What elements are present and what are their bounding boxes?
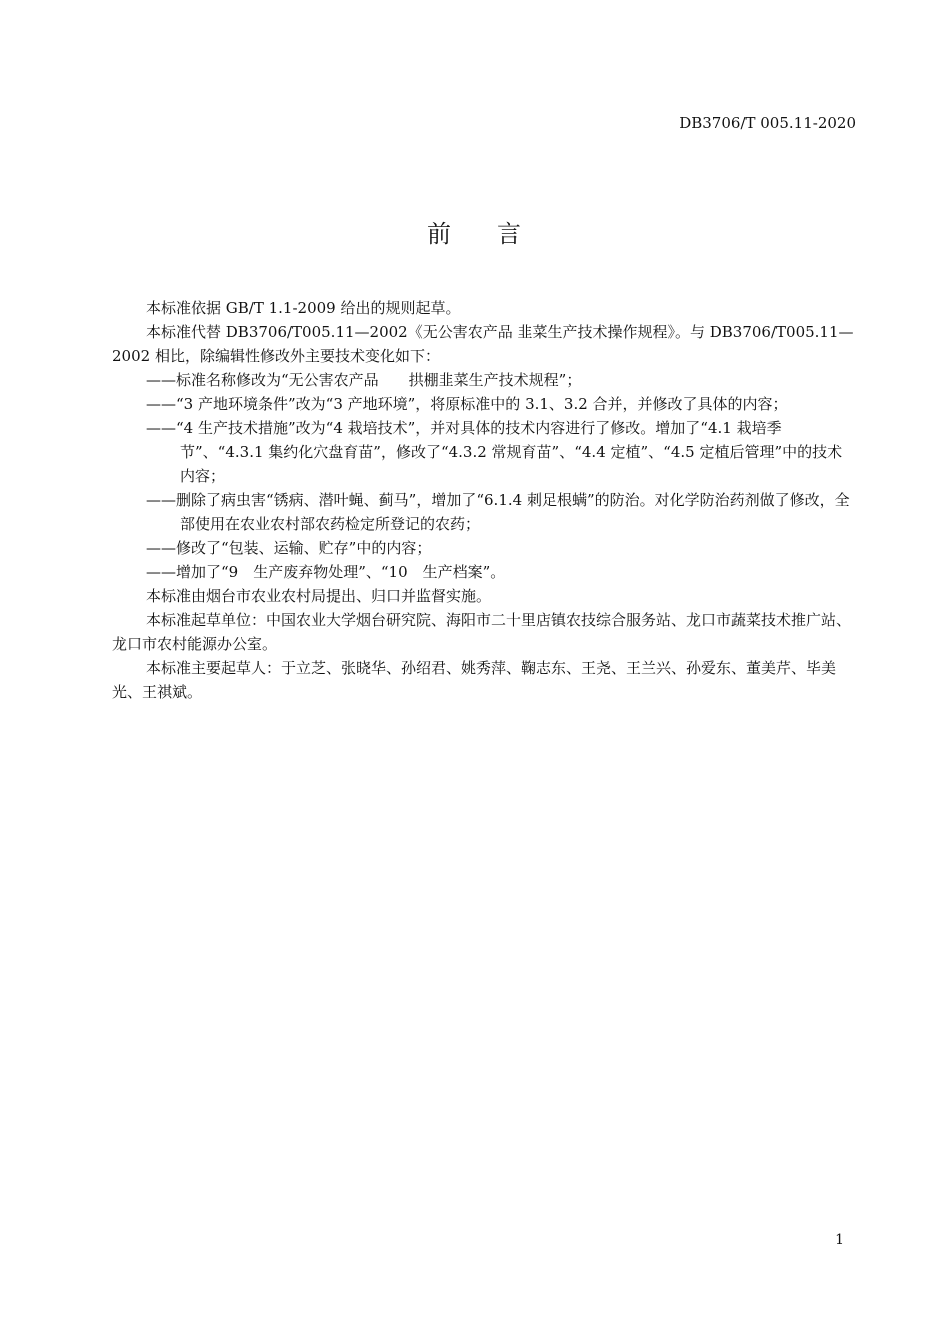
paragraph-drafting-units: 本标准起草单位：中国农业大学烟台研究院、海阳市二十里店镇农技综合服务站、龙口市蔬菜技术推广站、龙口市农村能源办公室。 <box>112 611 852 653</box>
paragraph-proposer: 本标准由烟台市农业农村局提出、归口并监督实施。 <box>146 587 492 605</box>
change-item: ——标准名称修改为“无公害农产品 拱棚韭菜生产技术规程”； <box>146 371 582 389</box>
foreword-body <box>112 296 857 704</box>
paragraph-basis: 本标准依据 GB/T 1.1-2009 给出的规则起草。 <box>146 299 461 317</box>
change-item: ——“4 生产技术措施”改为“4 栽培技术”，并对具体的技术内容进行了修改。增加了“4.1 栽培季节”、“4.3.1 集约化穴盘育苗”，修改了“4.3.2 常规育苗”、“4.4 定植”、“4.5 定植后管理”中的技术内容； <box>146 419 843 485</box>
change-item: ——删除了病虫害“锈病、潜叶蝇、蓟马”，增加了“6.1.4 刺足根螨”的防治。对化学防治药剂做了修改，全部使用在农业农村部农药检定所登记的农药； <box>146 491 850 533</box>
change-item: ——修改了“包装、运输、贮存”中的内容； <box>146 539 432 557</box>
page-number: 1 <box>835 1232 844 1248</box>
paragraph-replaces: 本标准代替 DB3706/T005.11—2002《无公害农产品 韭菜生产技术操作规程》。与 DB3706/T005.11—2002 相比，除编辑性修改外主要技术变化如下： <box>112 323 854 365</box>
title-char-2: 言 <box>497 220 523 248</box>
document-code: DB3706/T 005.11-2020 <box>679 114 856 132</box>
change-item: ——“3 产地环境条件”改为“3 产地环境”，将原标准中的 3.1、3.2 合并，并修改了具体的内容； <box>146 395 788 413</box>
title-char-1: 前 <box>427 220 453 248</box>
page-title <box>0 214 950 249</box>
change-item: ——增加了“9 生产废弃物处理”、“10 生产档案”。 <box>146 563 506 581</box>
paragraph-drafters: 本标准主要起草人：于立芝、张晓华、孙绍君、姚秀萍、鞠志东、王尧、王兰兴、孙爱东、董美芹、毕美光、王祺斌。 <box>112 659 837 701</box>
